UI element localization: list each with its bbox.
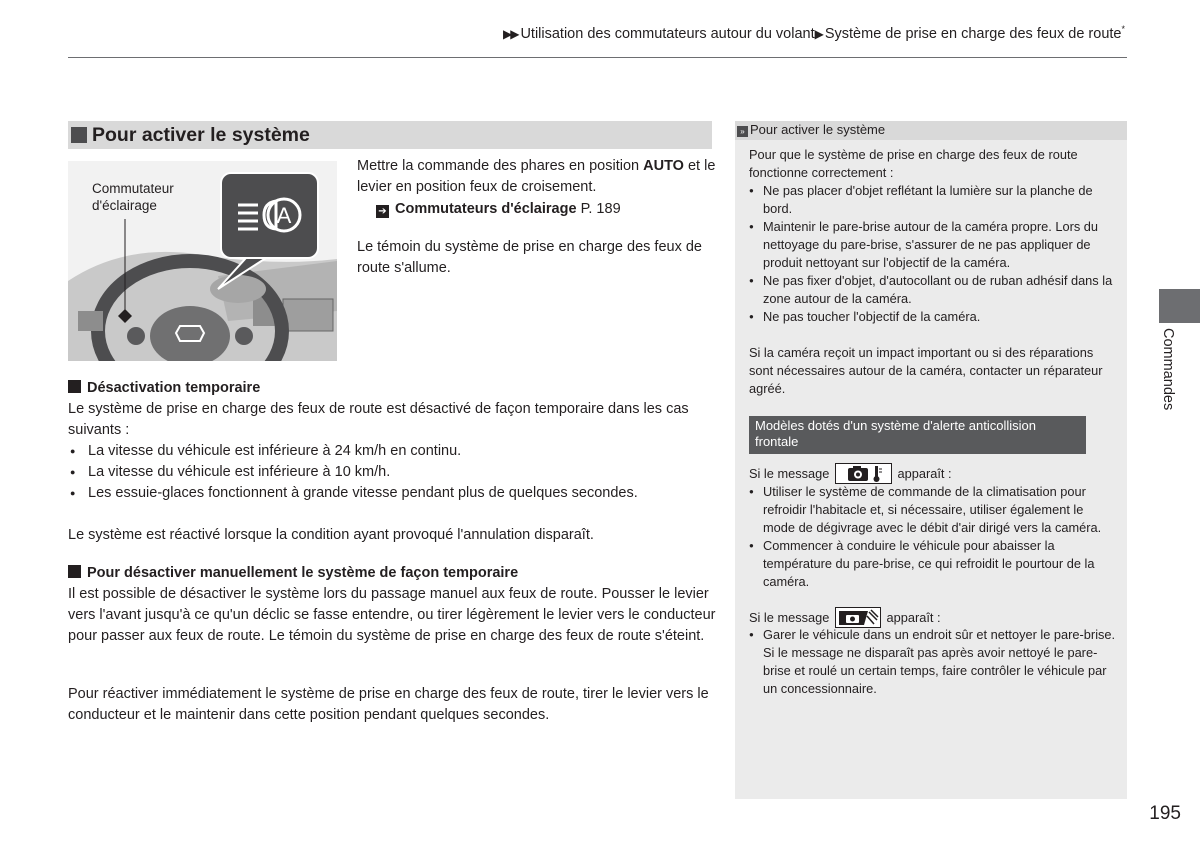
subheading-manual-text: Pour désactiver manuellement le système de façon temporaire	[87, 565, 519, 581]
reference-page[interactable]: P. 189	[576, 201, 621, 217]
svg-text:A: A	[276, 203, 292, 228]
message-2-prefix: Si le message	[749, 610, 833, 625]
paragraph-indicator: Le témoin du système de prise en charge des feux de route s'allume.	[357, 239, 702, 276]
message-1-suffix: apparaît :	[893, 466, 952, 481]
list-item: ● Maintenir le pare-brise autour de la caméra propre. Lors du nettoyage du pare-brise, s'assurer de ne pas appliquer de produit nettoyant sur l'objectif de la caméra.	[749, 218, 1117, 272]
subheading-temporary	[68, 378, 260, 398]
square-bullet-icon	[68, 565, 81, 578]
models-label: Modèles dotés d'un système d'alerte anticollision frontale	[749, 416, 1086, 454]
section-square-icon	[71, 127, 87, 143]
reference-arrow-icon: ➔	[376, 205, 389, 218]
sidebar-paragraph: Si la caméra reçoit un impact important ou si des réparations sont nécessaires autour de la caméra, contacter un réparateur agréé.	[749, 345, 1103, 396]
paragraph-temporary: Le système de prise en charge des feux de route est désactivé de façon temporaire dans les cas suivants :	[68, 401, 689, 438]
list-item: ● La vitesse du véhicule est inférieure à 24 km/h en continu.	[68, 441, 718, 462]
sidebar-list-3	[749, 626, 1117, 698]
breadcrumb	[503, 24, 1125, 42]
conditions-list	[68, 441, 718, 504]
list-item: ● Ne pas placer d'objet reflétant la lumière sur la planche de bord.	[749, 182, 1117, 218]
sidebar-title	[737, 121, 885, 139]
list-item: ● Garer le véhicule dans un endroit sûr et nettoyer le pare-brise. Si le message ne disparaît pas après avoir nettoyé le pare-brise et roulé un certain temps, faire contrôler le véhicule par un concessionnaire.	[749, 626, 1117, 698]
section-title: Pour activer le système	[92, 124, 310, 146]
p1-text-b: et le levier en position feux de croisement.	[357, 158, 716, 195]
paragraph-activation	[357, 156, 717, 198]
chapter-tab-label	[1158, 328, 1180, 428]
breadcrumb-item-1: Utilisation des commutateurs autour du volant	[520, 25, 815, 42]
message-2-suffix: apparaît :	[882, 610, 941, 625]
paragraph-reactivation: Le système est réactivé lorsque la condition ayant provoqué l'annulation disparaît.	[68, 527, 594, 543]
sidebar-title-text: Pour activer le système	[750, 122, 886, 137]
illustration-label-line2: d'éclairage	[92, 198, 157, 213]
double-arrow-icon: ▶▶	[502, 26, 518, 41]
breadcrumb-item-2: Système de prise en charge des feux de route	[824, 25, 1122, 42]
camera-temperature-message-icon	[835, 463, 892, 484]
message-1-prefix: Si le message	[749, 466, 833, 481]
sidebar-list	[749, 182, 1117, 326]
illustration-label-line1: Commutateur	[92, 181, 174, 196]
subheading-manual	[68, 563, 518, 583]
paragraph-immediate-reactivation: Pour réactiver immédiatement le système de prise en charge des feux de route, tirer le levier vers le conducteur et le maintenir dans cette position pendant quelques secondes.	[68, 686, 709, 723]
list-item: ● Les essuie-glaces fonctionnent à grande vitesse pendant plus de quelques secondes.	[68, 483, 718, 504]
illustration-label	[92, 180, 174, 214]
chapter-tab-label-text: Commandes	[1160, 328, 1176, 411]
list-item: ● Commencer à conduire le véhicule pour abaisser la température du pare-brise, ce qui refroidit le pourtour de la caméra.	[749, 537, 1117, 591]
list-item: ● Ne pas fixer d'objet, d'autocollant ou de ruban adhésif dans la zone autour de la caméra.	[749, 272, 1117, 308]
subheading-temporary-text: Désactivation temporaire	[87, 380, 261, 396]
chapter-tab[interactable]	[1159, 289, 1200, 323]
paragraph-manual: Il est possible de désactiver le système lors du passage manuel aux feux de route. Pousser le levier vers l'avant jusqu'à ce qu'un déclic se fasse entendre, ou tirer légèrement le levier vers le conducteur pour passer aux feux de route. Le témoin du système de prise en charge des feux de route s'éteint.	[68, 586, 716, 644]
page-number: 195	[1149, 803, 1181, 824]
list-item: ● La vitesse du véhicule est inférieure à 10 km/h.	[68, 462, 718, 483]
arrow-icon: ▶	[814, 26, 822, 41]
sidebar-intro: Pour que le système de prise en charge des feux de route fonctionne correctement :	[749, 147, 1078, 180]
cross-reference[interactable]	[376, 199, 621, 220]
list-item: ● Ne pas toucher l'objectif de la caméra.	[749, 308, 1117, 326]
dashboard-illustration	[68, 161, 337, 361]
list-item: ● Utiliser le système de commande de la climatisation pour refroidir l'habitacle et, si nécessaire, utiliser également le mode de dégivrage avec le débit d'air dirigé vers la caméra.	[749, 483, 1117, 537]
p1-text-bold: AUTO	[643, 158, 684, 174]
square-bullet-icon	[68, 380, 81, 393]
header-rule	[68, 57, 1127, 58]
sidebar-list-2	[749, 483, 1117, 591]
breadcrumb-asterisk: *	[1121, 24, 1125, 34]
message-line-1	[749, 463, 952, 484]
note-marker-icon: »	[737, 126, 748, 137]
p1-text-a: Mettre la commande des phares en position	[357, 158, 644, 174]
camera-blocked-message-icon	[835, 607, 881, 628]
reference-label[interactable]: Commutateurs d'éclairage	[395, 201, 577, 217]
message-line-2	[749, 607, 941, 628]
